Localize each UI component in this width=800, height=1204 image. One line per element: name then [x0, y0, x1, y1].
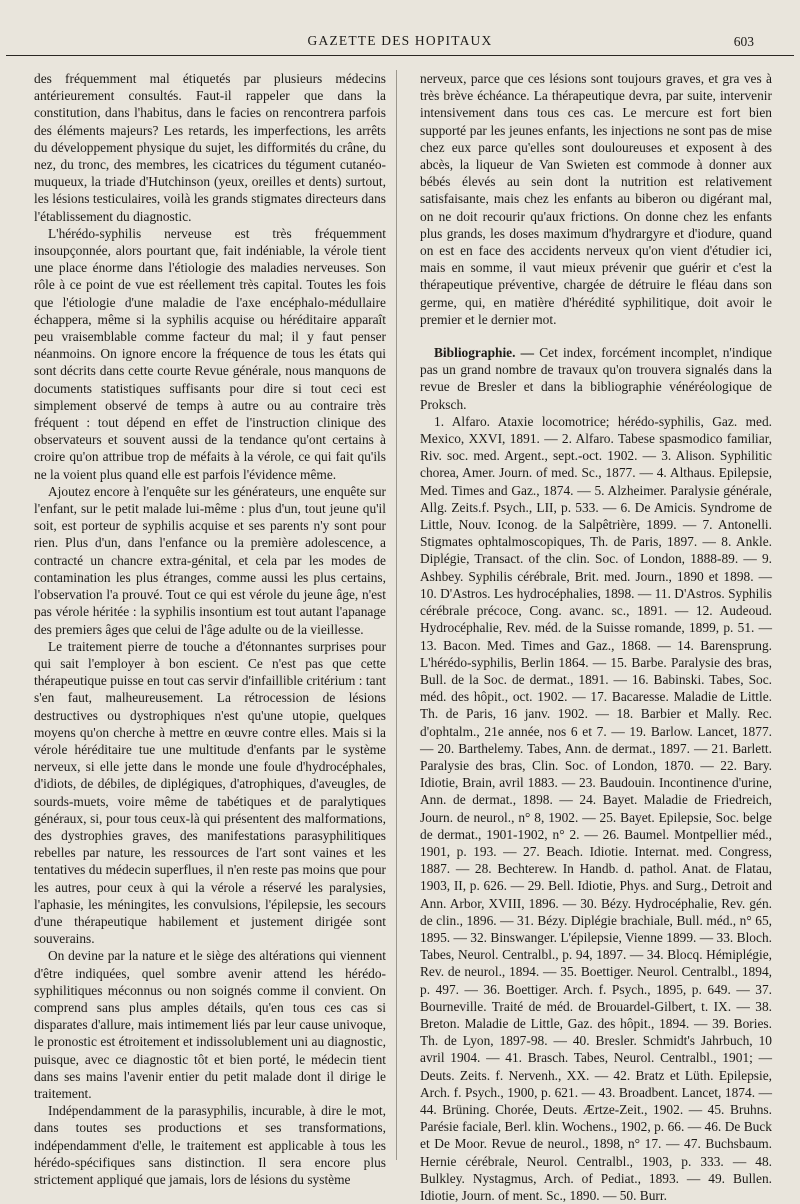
- journal-title: GAZETTE DES HOPITAUX: [307, 33, 493, 48]
- right-column: [416, 70, 772, 1203]
- paragraph: Le traitement pierre de touche a d'étonnantes surprises pour qui sait l'employer à bon escient. Ce n'est pas que cette thérapeutique puisse en tout cas servir d'infaillible critérium : tant s'en faut, malheureusement. La rétrocession de lésions destructives ou dystrophiques n'est qu'une utopie, quelques moyens qu'on cherche à mettre en œuvre contre elles. Mais si la vérole héréditaire tue une multitude d'enfants par le système nerveux, si elle jette dans le monde une foule d'hydrocéphales, d'idiots, de débiles, de diplégiques, d'atrophiques, d'aveugles, de sourds-muets, voire même de tabétiques et de paralytiques généraux, si, pour tous ceux-là qui présentent des malformations, des dystrophies graves, des manifestations parasyphilitiques rebelles par nature, les ressources de l'art sont vaines et les tentatives du médecin superflues, il n'en reste pas moins que pour les autres, pour ceux à qui la vérole a réservé les paralysies, l'aphasie, les méningites, les convulsions, l'épilepsie, les secours d'une thérapeutique habilement et justement dirigée sont souverains.: [34, 638, 386, 947]
- header-rule: [6, 55, 794, 56]
- paragraph: On devine par la nature et le siège des altérations qui viennent d'être indiquées, quel sombre avenir attend les hérédo-syphilitiques méconnus ou non soignés comme il convient. On comprend sans plus amples détails, qu'en tous ces cas si disparates d'allure, mais intimement liés par leur cause univoque, le pronostic est étroitement et indissolublement uni au diagnostic, puisque, avec ce diagnostic tôt et bien porté, le médecin tient dans ses mains l'avenir entier du petit malade dont il dirige le traitement.: [34, 948, 386, 1101]
- bibliography-intro: [420, 344, 772, 413]
- bibliography-references: 1. Alfaro. Ataxie locomotrice; hérédo-syphilis, Gaz. med. Mexico, XXVI, 1891. — 2. Alfaro. Tabese spasmodico familiar, Riv. soc. med. Argent., sept.-oct. 1902. — 3. Alison. Syphilitic chorea, Amer. Journ. of med. Sc., 1877. — 4. Althaus. Epilepsie, Med. Times and Gaz., 1874. — 5. Alzheimer. Paralysie générale, Allg. Zeits.f. Psych., LII, p. 533. — 6. De Amicis. Syndrome de Little, Nouv. Iconog. de la Salpêtrière, 1899. — 7. Antonelli. Stigmates ophtalmoscopiques, Th. de Paris, 1897. — 8. Ankle. Diplégie, Transact. of the clin. Soc. of London, 1888-89. — 9. Ashbey. Syphilis cérébrale, Brit. med. Journ., 1890 et 1898. — 10. D'Astros. Les hydrocéphalies, 1898. — 11. D'Astros. Syphilis cérébrale précoce, Cong. avanc. sc., 1891. — 12. Audeoud. Hydrocéphalie, Rev. méd. de la Suisse romande, 1899, p. 51. — 13. Bacon. Med. Times and Gaz., 1868. — 14. Barensprung. L'hérédo-syphilis, Berlin 1864. — 15. Barbe. Paralysie des bras, Bull. de la Soc. de dermat., 1891. — 16. Babinski. Tabes, Soc. méd. des hôpit., oct. 1902. — 17. Bacaresse. Maladie de Little. Th. de Paris, 16 janv. 1902. — 18. Barbier et Mally. Rec. d'ophtalm., 21e année, nos 6 et 7. — 19. Barlow. Lancet, 1877. — 20. Barthelemy. Tabes, Ann. de dermat., 1897. — 21. Barlett. Paralysie des bras, Clin. Soc. of London, 1870. — 22. Bary. Idiotie, Brain, avril 1883. — 23. Baudouin. Incontinence d'urine, Ann. de dermat., 1898. — 24. Bayet. Maladie de Friedreich, Journ. de neurol., n° 8, 1902. — 25. Bayet. Epilepsie, Soc. belge de dermat., 1901-1902, n° 2. — 26. Baumel. Montpellier méd., 1901, p. 193. — 27. Beach. Idiotie. Internat. med. Congress, 1887. — 28. Bechterew. In Handb. d. pathol. Anat. de Flatau, 1903, II, p. 626. — 29. Bell. Idiotie, Phys. and Surg., Detroit and Ann. Arbor, XVIII, 1896. — 30. Bézy. Hydrocéphalie, Rev. gén. de clin., 1896. — 31. Bézy. Diplégie brachiale, Bull. méd., n° 65, 1895. — 32. Binswanger. L'épilepsie, Vienne 1899. — 33. Bloch. Tabes, Neurol. Centralbl., p. 94, 1897. — 34. Blocq. Hémiplégie, Rev. de neurol., 1894. — 35. Boettiger. Neurol. Centralbl., 1894, p. 497. — 36. Boettiger. Arch. f. Psych., 1895, p. 649. — 37. Bourneville. Traité de méd. de Brouardel-Gilbert, t. IX. — 38. Breton. Maladie de Little, Gaz. des hôpit., 1894. — 39. Bories. Th. de Lyon, 1897-98. — 40. Bresler. Schmidt's Jahrbuch, 10 avril 1904. — 41. Brasch. Tabes, Neurol. Centralbl., 1901; — Deuts. Zeits. f. Nervenh., XX. — 42. Bratz et Lüth. Epilepsie, Arch. f. Psych., 1900, p. 621. — 43. Broadbent. Lancet, 1874. — 44. Brüning. Chorée, Deuts. Ærtze-Zeit., 1902. — 45. Bruhns. Parésie faciale, Berl. klin. Wochens., 1902, p. 66. — 46. De Buck et De Moor. Revue de neurol., 1898, n° 17. — 47. Buchsbaum. Hernie cérébrale, Neurol. Centralbl., 1903, p. 333. — 48. Bulkley. Nystagmus, Arch. of Pediat., 1893. — 49. Bullen. Idiotie, Journ. of ment. Sc., 1890. — 50. Burr.: [420, 413, 772, 1203]
- paragraph: L'hérédo-syphilis nerveuse est très fréquemment insoupçonnée, alors pourtant que, fait indéniable, la vérole tient une place énorme dans l'étiologie des maladies nerveuses. Son rôle à ce point de vue est réellement très capital. Toutes les fois que l'étiologie d'une maladie de l'axe encéphalo-médullaire échappera, même si la syphilis acquise ou héréditaire apparaît peu vraisemblable comme facteur du mal; il y faut penser néanmoins. On ignore encore la fréquence de tous les états qui sont décrits dans cette courte Revue générale, nous manquons de documents statistiques suffisants pour dire si tout ceci est simplement observé de temps à autre ou au contraire très fréquent : tout dépend en effet de l'instruction clinique des observateurs et souvent aussi de la tendance qu'ont certains à croire qu'on attribue trop de méfaits à la vérole, ce qui fait qu'ils ne la voient plus quand elle est parfois l'évidence même.: [34, 225, 386, 482]
- paragraph: Indépendamment de la parasyphilis, incurable, à dire le mot, dans toutes ses productions et ses transformations, indépendamment d'elle, le traitement est applicable à tous les hérédo-spécifiques sans distinction. Il sera encore plus strictement appliqué que jamais, lors de lésions du système: [34, 1103, 386, 1187]
- paragraph: Ajoutez encore à l'enquête sur les générateurs, une enquête sur l'enfant, sur le petit malade lui-même : plus d'un, tout jeune qu'il soit, est porteur de syphilis acquise et ses parents n'y sont pour rien. Plus d'un, dans l'enfance ou la première adolescence, a contracté un chancre extra-génital, et cela par les modes de contamination les plus étranges, comme aussi les plus certains, l'observation l'a prouvé. Tout ce qui est vérole du jeune âge, n'est pas vérole héritée : la syphilis insontium est tout autant l'apanage des premiers âges que celui de l'âge adulte ou de la vieillesse.: [34, 483, 386, 637]
- running-head: [30, 0, 770, 50]
- paragraph: nerveux, parce que ces lésions sont toujours graves, et gra ves à très brève échéance. La thérapeutique devra, par suite, intervenir intensivement dans tous ces cas. Le mercure est fort bien supporté par les jeunes enfants, les injections ne sont pas de mise chez eux parce qu'elles sont douloureuses et exposent à des abcès, la liqueur de Van Swieten est commode à donner aux bébés élevés au sein dont la nutrition est relativement satisfaisante, mais chez les enfants au biberon ou digérant mal, on ne doit recourir qu'aux frictions. On donne chez les enfants plus grands, les doses maximum d'hydrargyre et d'iodure, quand on est en face des accidents nerveux qu'on vient d'étudier ici, mais en somme, il vaut mieux prévenir que guérir et c'est la thérapeutique préventive, chargée de détruire le fléau dans son germe, qui, en matière d'hérédité syphilitique, doit avoir le premier et le dernier mot.: [420, 71, 772, 327]
- bibliography-heading: Bibliographie. —: [434, 345, 535, 361]
- left-column: [34, 70, 397, 1187]
- two-column-body: [34, 70, 772, 1203]
- page-number: 603: [733, 34, 754, 49]
- paragraph: des fréquemment mal étiquetés par plusieurs médecins antérieurement consultés. Faut-il rappeler que dans la constitution, dans l'habitus, dans le facies on rencontrera parfois des éléments majeurs? Les retards, les imperfections, les arrêts du développement physique du sujet, les difformités du crâne, du nez, du tronc, des membres, les cicatrices du tégument cutanéo-muqueux, la triade d'Hutchinson (yeux, oreilles et dents) surtout, les lésions testiculaires, voilà les grands stigmates directeurs dans l'établissement du diagnostic.: [34, 71, 386, 224]
- bibliography-intro-text: Cet index, forcément incomplet, n'indique pas un grand nombre de travaux qu'on trouvera signalés dans la revue de Bresler et dans la bibliographie vénéréologique de Proksch.: [420, 345, 772, 412]
